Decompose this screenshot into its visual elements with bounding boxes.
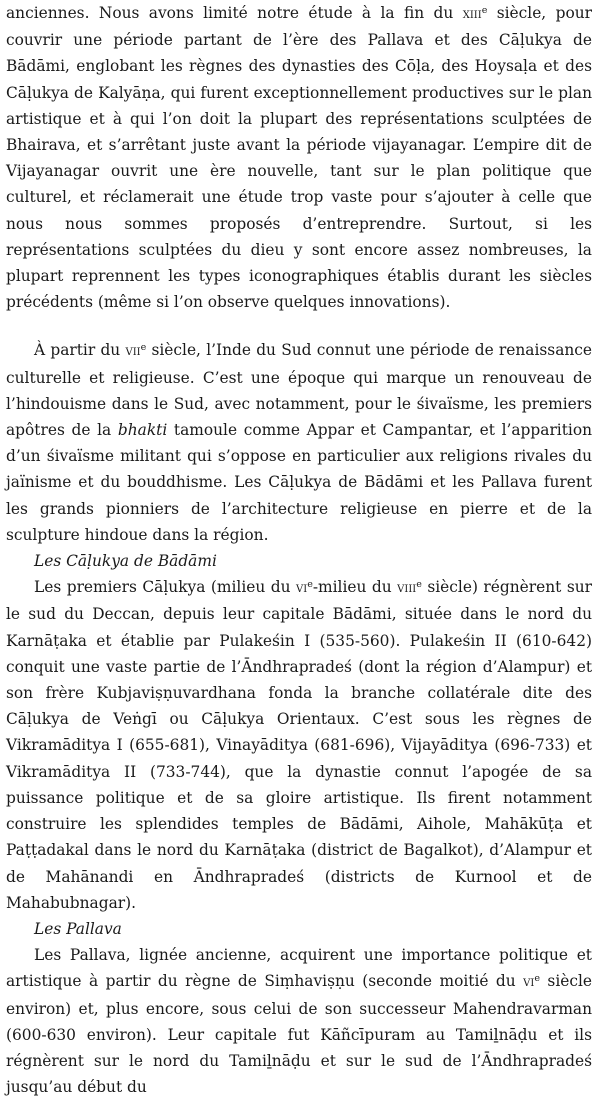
text-run: tamoule comme Appar et Campantar, et l’apparition d’un śivaïsme militant qui s’oppose en particulier aux religions rivales du jaïnisme et du bouddhisme. Les Cāḷukya de Bādāmi et les Pallava furent les grands pionniers de l’architecture religieuse en pierre et de la sculpture hindoue dans la région. bbox=[6, 421, 593, 544]
italic-term: bhakti bbox=[117, 421, 168, 440]
text-run: -milieu du bbox=[312, 578, 398, 597]
paragraph-pallava bbox=[6, 942, 592, 1100]
text-run: À partir du bbox=[34, 341, 126, 360]
section-heading-calukya: Les Cāḷukya de Bādāmi bbox=[34, 552, 217, 571]
century-numeral: viii bbox=[397, 580, 417, 597]
paragraph-scope-of-study bbox=[6, 0, 592, 315]
text-run: siècle environ) et, plus encore, sous celui de son successeur Mahendravarman (600-630 environ). Leur capitale fut Kāñcīpuram au Tamiḻnāḍu et ils régnèrent sur le nord du Tamiḻnāḍu et sur le sud de l’Āndhrapradeś jusqu’au début du bbox=[6, 972, 592, 1097]
superscript: e bbox=[140, 342, 147, 354]
text-run: siècle, l’Inde du Sud connut une période de renaissance culturelle et religieuse. C’est une époque qui marque un renouveau de l’hindouisme dans le Sud, avec notamment, pour le śivaïsme, les premiers apôtres de la bbox=[6, 341, 593, 440]
paragraph-gap bbox=[6, 315, 592, 337]
century-numeral: vi bbox=[296, 580, 308, 597]
text-run: Les Pallava, lignée ancienne, acquirent une importance politique et artistique à partir du règne de Siṃhaviṣṇu (seconde moitié du bbox=[6, 946, 592, 991]
paragraph-south-india-renaissance bbox=[6, 337, 592, 548]
superscript: e bbox=[534, 973, 540, 985]
superscript: e bbox=[307, 579, 313, 591]
text-run: siècle) régnèrent sur le sud du Deccan, depuis leur capitale Bādāmi, située dans le nord du Karnāṭaka et établie par Pulakeśin I (535-560). Pulakeśin II (610-642) conquit une vaste partie de l’Āndhrapradeś (dont la région d’Alampur) et son frère Kubjaviṣṇuvardhana fonda la branche collatérale dite des Cāḷukya de Veṅgī ou Cāḷukya Orientaux. C’est sous les règnes de Vikramāditya I (655-681), Vinayāditya (681-696), Vijayāditya (696-733) et Vikramāditya II (733-744), que la dynastie connut l’apogée de sa puissance politique et de sa gloire artistique. Ils firent notamment construire les splendides temples de Bādāmi, Aihole, Mahākūṭa et Paṭṭadakal dans le nord du Karnāṭaka (district de Bagalkot), d’Alampur et de Mahānandi en Āndhrapradeś (districts de Kurnool et de Mahabubnagar). bbox=[6, 578, 592, 912]
superscript: e bbox=[481, 4, 488, 16]
century-numeral: xiii bbox=[462, 6, 482, 22]
century-numeral: vii bbox=[125, 343, 141, 360]
section-heading-pallava: Les Pallava bbox=[34, 919, 122, 938]
paragraph-calukya-of-badami bbox=[6, 574, 592, 916]
text-run: anciennes. Nous avons limité notre étude à la fin du bbox=[6, 4, 463, 22]
text-run: siècle, pour couvrir une période partant de l’ère des Pallava et des Cāḷukya de Bādāmi, englobant les règnes des dynasties des Cōḷa, des Hoysaḷa et des Cāḷukya de Kalyāṇa, qui furent exceptionnellement productives sur le plan artistique et à qui l’on doit la plupart des représentations sculptées de Bhairava, et s’arrêtant juste avant la période vijayanagar. L’empire dit de Vijayanagar ouvrit une ère nouvelle, tant sur le plan politique que culturel, et réclamerait une étude trop vaste pour s’ajouter à celle que nous nous sommes proposés d’entreprendre. Surtout, si les représentations sculptées du dieu y sont encore assez nombreuses, la plupart reprennent les types iconographiques établis durant les siècles précédents (même si l’on observe quelques innovations). bbox=[6, 4, 592, 312]
century-numeral: vi bbox=[523, 974, 535, 991]
superscript: e bbox=[416, 579, 422, 591]
text-run: Les premiers Cāḷukya (milieu du bbox=[34, 578, 297, 597]
